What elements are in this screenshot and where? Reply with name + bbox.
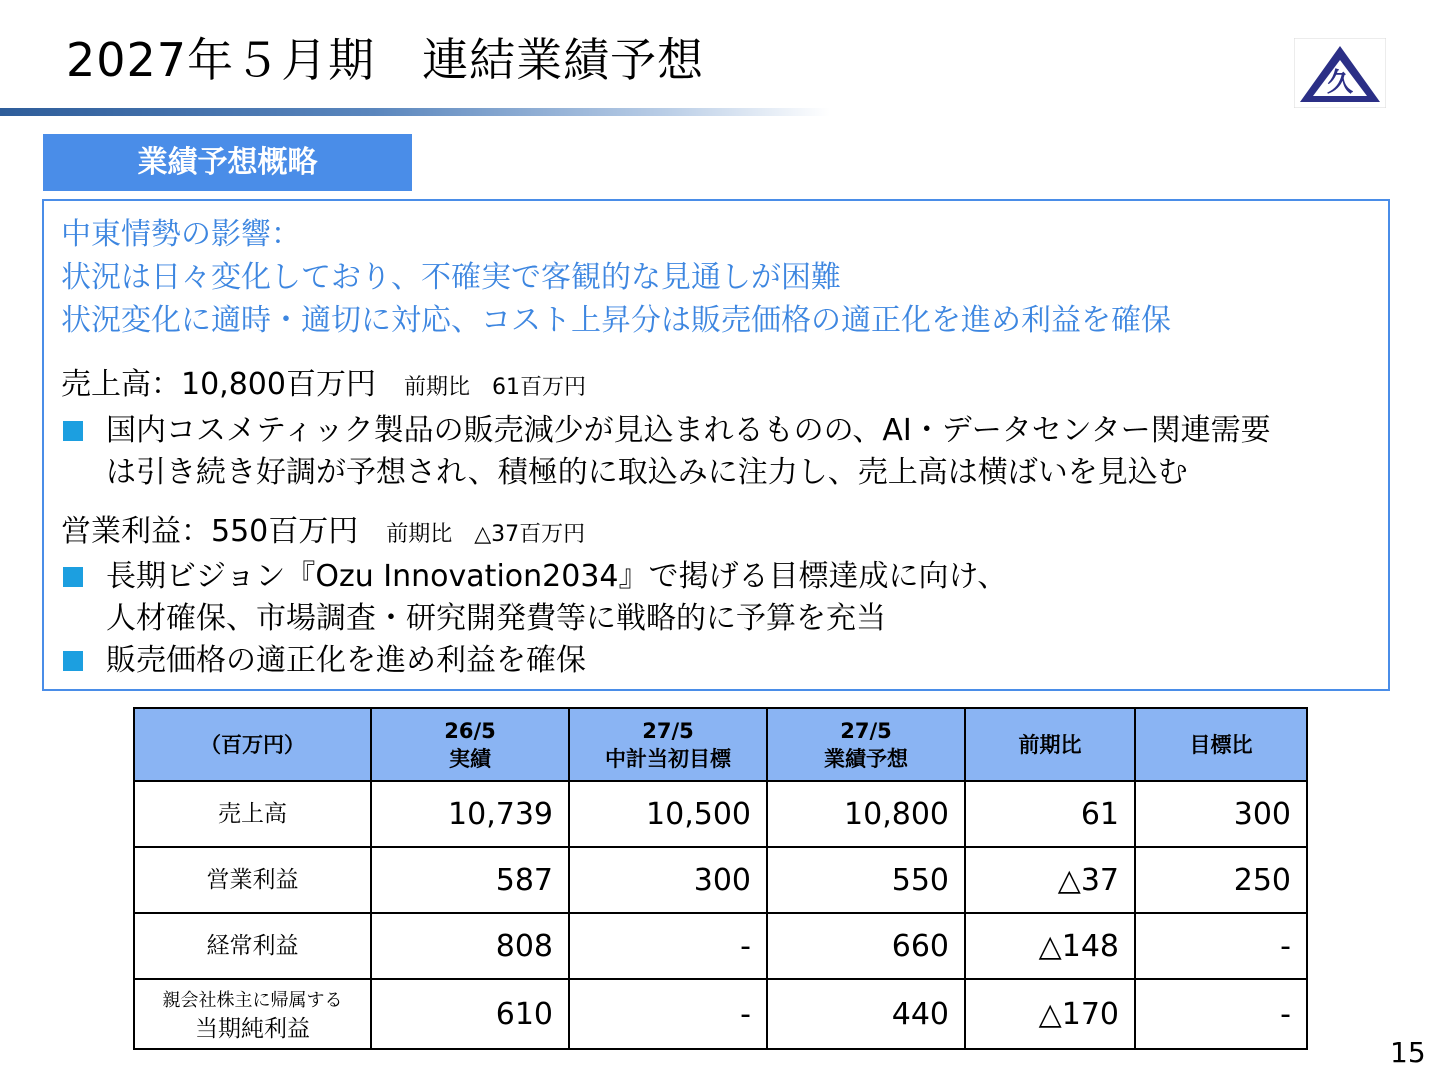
- table-row: [134, 913, 1307, 979]
- op-bullet-2: 販売価格の適正化を進め利益を確保: [106, 643, 586, 678]
- row-label: 売上高: [134, 781, 371, 847]
- cell-value: 610: [371, 979, 569, 1049]
- middle-east-line-1: 状況は日々変化しており、不確実で客観的な見通しが困難: [61, 260, 841, 295]
- op-bullet-1-line-2: 人材確保、市場調査・研究開発費等に戦略的に予算を充当: [106, 601, 886, 636]
- header-yoy: 前期比: [965, 708, 1135, 781]
- cell-value: 550: [767, 847, 965, 913]
- row-label: 親会社株主に帰属する 当期純利益: [134, 979, 371, 1049]
- table-row: [134, 979, 1307, 1049]
- cell-value: 10,800: [767, 781, 965, 847]
- operating-profit-comparison: 前期比 △37百万円: [386, 522, 586, 547]
- cell-value: 300: [569, 847, 767, 913]
- sales-heading: [61, 365, 586, 408]
- sales-label: 売上高：10,800百万円: [61, 367, 376, 402]
- cell-value: △148: [965, 913, 1135, 979]
- header-fy26-actual: 26/5 実績: [371, 708, 569, 781]
- bullet-square-icon: [63, 421, 83, 441]
- triangle-logo-icon: [1294, 38, 1386, 108]
- cell-value: 660: [767, 913, 965, 979]
- middle-east-heading: 中東情勢の影響：: [61, 217, 301, 252]
- cell-value: -: [1135, 979, 1307, 1049]
- header-vs-target: 目標比: [1135, 708, 1307, 781]
- cell-value: -: [569, 979, 767, 1049]
- cell-value: 10,500: [569, 781, 767, 847]
- cell-value: 250: [1135, 847, 1307, 913]
- sales-comparison: 前期比 61百万円: [403, 375, 586, 400]
- cell-value: 10,739: [371, 781, 569, 847]
- cell-value: -: [1135, 913, 1307, 979]
- cell-value: △37: [965, 847, 1135, 913]
- header-fy27-forecast: 27/5 業績予想: [767, 708, 965, 781]
- operating-profit-heading: [61, 512, 585, 555]
- cell-value: 587: [371, 847, 569, 913]
- row-label: 経常利益: [134, 913, 371, 979]
- sales-bullet-line-2: は引き続き好調が予想され、積極的に取込みに注力し、売上高は横ばいを見込む: [106, 455, 1188, 490]
- cell-value: △170: [965, 979, 1135, 1049]
- row-label: 営業利益: [134, 847, 371, 913]
- page-title: 2027年５月期 連結業績予想: [66, 33, 705, 87]
- table-row: [134, 847, 1307, 913]
- bullet-square-icon: [63, 567, 83, 587]
- op-bullet-1-line-1: 長期ビジョン『Ozu Innovation2034』で掲げる目標達成に向け、: [106, 559, 1008, 594]
- table-header-row: [134, 708, 1307, 781]
- table-row: [134, 781, 1307, 847]
- title-underline: [0, 108, 830, 116]
- cell-value: 808: [371, 913, 569, 979]
- cell-value: -: [569, 913, 767, 979]
- section-label: 業績予想概略: [43, 134, 412, 191]
- header-unit: （百万円）: [134, 708, 371, 781]
- header-fy27-plan-target: 27/5 中計当初目標: [569, 708, 767, 781]
- cell-value: 440: [767, 979, 965, 1049]
- cell-value: 300: [1135, 781, 1307, 847]
- operating-profit-label: 営業利益：550百万円: [61, 514, 359, 549]
- page-number: 15: [1390, 1036, 1426, 1069]
- sales-bullet-line-1: 国内コスメティック製品の販売減少が見込まれるものの、AI・データセンター関連需要: [106, 413, 1271, 448]
- summary-box: [42, 199, 1390, 691]
- cell-value: 61: [965, 781, 1135, 847]
- middle-east-line-2: 状況変化に適時・適切に対応、コスト上昇分は販売価格の適正化を進め利益を確保: [61, 303, 1171, 338]
- forecast-table: [133, 707, 1308, 1050]
- bullet-square-icon: [63, 651, 83, 671]
- logo-char: 久: [1326, 68, 1354, 98]
